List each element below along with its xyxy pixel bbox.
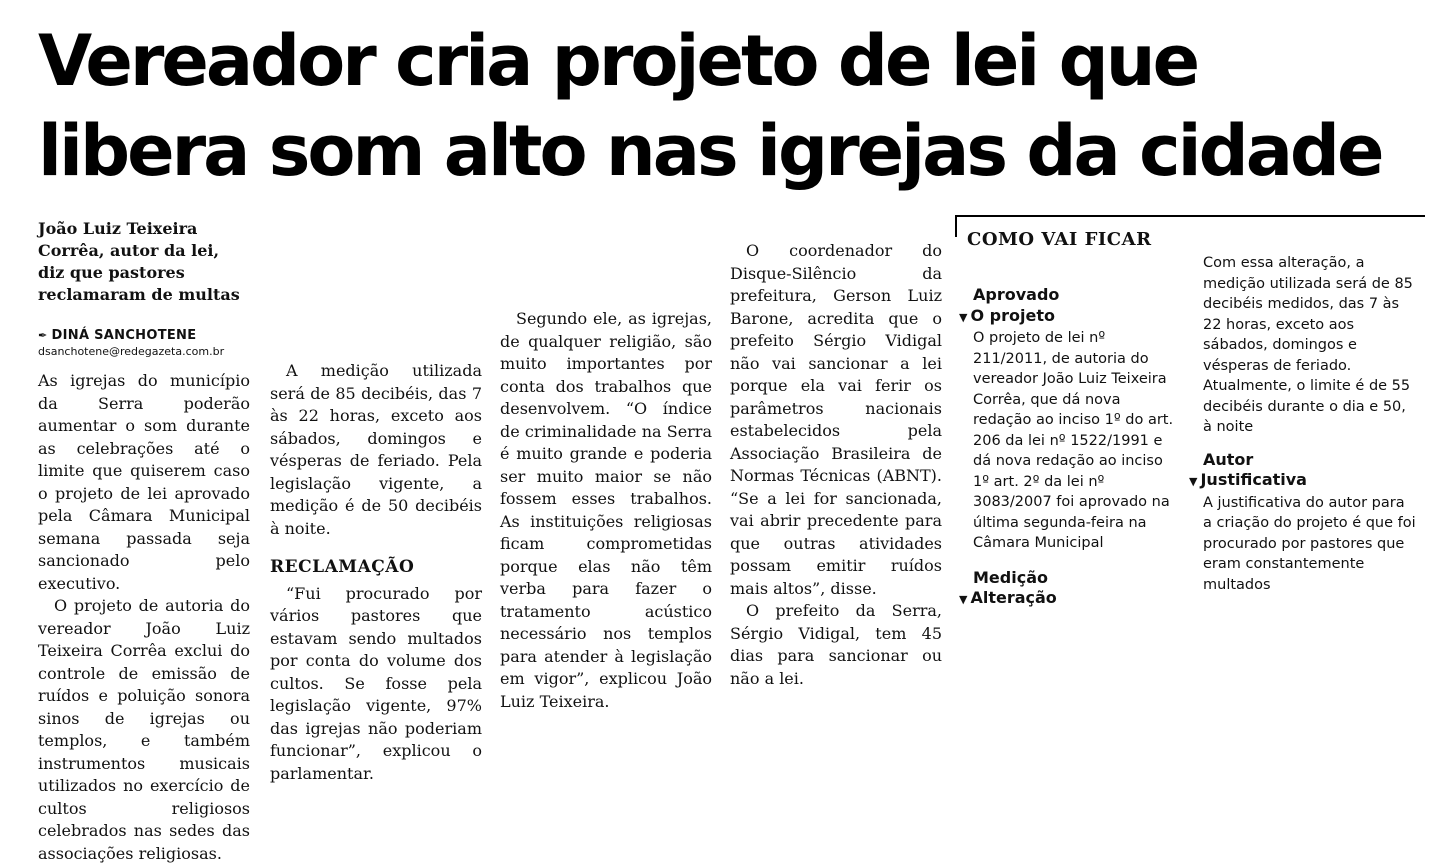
triangle-down-icon: ▼ xyxy=(959,593,968,606)
author-email: dsanchotene@redegazeta.com.br xyxy=(38,345,225,358)
byline-author xyxy=(38,328,253,343)
article-column-1 xyxy=(38,370,250,865)
sidebar-item-category: Aprovado xyxy=(973,285,1060,304)
sidebar-column-right xyxy=(1189,253,1418,607)
triangle-down-icon: ▼ xyxy=(959,310,968,324)
article-paragraph-6: O coordenador do Disque-Silêncio da prefeitura, Gerson Luiz Barone, acredita que o prefeito Sérgio Vidigal não vai sancionar a lei porque ela vai ferir os parâmetros nacionais estabelecidos pela Associação Brasileira de Normas Técnicas (ABNT). “Se a lei for sancionada, vai abrir precedente para que outras atividades possam emitir ruídos mais altos”, disse. xyxy=(730,241,942,598)
sidebar-item-heading xyxy=(959,305,1183,329)
sidebar-item xyxy=(1203,253,1418,438)
section-subhead: RECLAMAÇÃO xyxy=(270,557,415,577)
sidebar-item-heading xyxy=(1189,470,1418,493)
article-paragraph-7: O prefeito da Serra, Sérgio Vidigal, tem 45 dias para sancionar ou não a lei. xyxy=(730,601,942,688)
sidebar-item-category: Medição xyxy=(973,567,1048,587)
article-paragraph-5: Segundo ele, as igrejas, de qualquer religião, são muito importantes por conta dos trabalhos que desenvolvem. “O índice de criminalidade na Serra é muito grande e poderia ser muito maior se não fossem esses trabalhos. As instituições religiosas ficam comprometidas porque elas não têm verba para fazer o tratamento acústico necessário nos templos para atender à legislação em vigor”, explicou João Luiz Teixeira. xyxy=(500,309,712,711)
headline: Vereador cria projeto de lei que libera som alto nas igrejas da cidade xyxy=(38,20,1382,192)
deck-subtitle: João Luiz Teixeira Corrêa, autor da lei, diz que pastores reclamaram de multas xyxy=(38,219,240,304)
pen-icon: ✒ xyxy=(38,329,48,342)
sidebar-item xyxy=(959,567,1183,611)
sidebar-item-text: Com essa alteração, a medição utilizada será de 85 decibéis medidos, das 7 às 22 horas, exceto aos sábados, domingos e vésperas de feriado. Atualmente, o limite é de 55 decibéis durante o dia e 50, à noite xyxy=(1203,255,1413,435)
article-column-3 xyxy=(500,218,712,713)
article-paragraph-1: As igrejas do município da Serra poderão aumentar o som durante as celebrações até o limite que quiserem caso o projeto de lei aprovado pela Câmara Municipal semana passada seja sancionado pelo executivo. xyxy=(38,371,250,593)
byline xyxy=(38,328,253,358)
sidebar-item-heading-text: O projeto xyxy=(970,305,1055,325)
sidebar-item xyxy=(959,285,1183,554)
triangle-down-icon: ▼ xyxy=(1189,475,1198,488)
sidebar-column-left xyxy=(959,285,1183,623)
article-paragraph-3: A medição utilizada será de 85 decibéis, das 7 às 22 horas, exceto aos sábados, domingos e vésperas de feriado. Pela legislação vigente, a medição é de 50 decibéis à noite. xyxy=(270,361,482,538)
article-column-4 xyxy=(730,218,942,690)
sidebar-item-text: O projeto de lei nº 211/2011, de autoria do vereador João Luiz Teixeira Corrêa, que dá nova redação ao inciso 1º do art. 206 da lei nº 1522/1991 e dá nova redação ao inciso 1º art. 2º da lei nº 3083/2007 foi aprovado na última segunda-feira na Câmara Municipal xyxy=(973,330,1174,551)
sidebar-item-heading xyxy=(959,588,1183,611)
sidebar-title: COMO VAI FICAR xyxy=(967,229,1152,250)
sidebar-item-heading-text: Justificativa xyxy=(1200,470,1307,489)
article-paragraph-2: O projeto de autoria do vereador João Luiz Teixeira Corrêa exclui do controle de emissão de ruídos e poluição sonora sinos de igrejas ou templos, e também instrumentos musicais utilizados no exercício de cultos religiosos celebrados nas sedes das associações religiosas. xyxy=(38,596,250,863)
article-column-2 xyxy=(270,218,482,785)
sidebar-item-heading-text: Alteração xyxy=(970,588,1057,607)
sidebar-rule xyxy=(955,217,957,237)
sidebar-item-text: A justificativa do autor para a criação do projeto é que foi procurado por pastores que eram constantemente multados xyxy=(1203,494,1416,593)
sidebar-item-category: Autor xyxy=(1203,449,1254,469)
author-name: DINÁ SANCHOTENE xyxy=(51,328,197,343)
sidebar-box xyxy=(955,215,1425,637)
sidebar-item xyxy=(1189,449,1418,596)
article-paragraph-4: “Fui procurado por vários pastores que estavam sendo multados por conta do volume dos cultos. Se fosse pela legislação vigente, 97% das igrejas não poderiam funcionar”, explicou o parlamentar. xyxy=(270,583,482,783)
